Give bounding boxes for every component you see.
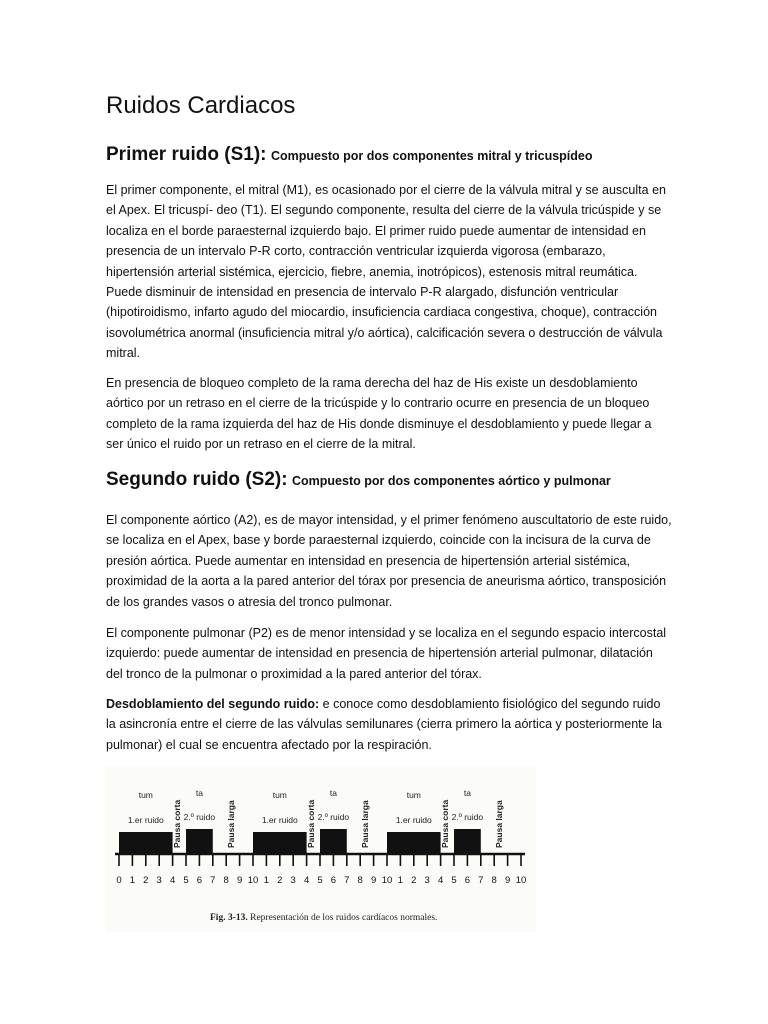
heart-sounds-diagram — [106, 766, 536, 932]
tick-label: 2 — [277, 875, 283, 886]
tick-label: 9 — [236, 875, 243, 886]
s2-word: ta — [329, 788, 337, 798]
s2-paragraph-3-body: e conoce como desdoblamiento fisiológico del segundo ruido la asincronía entre el cierre de las válvulas semilunares (cierra primero la aórtica y posteriormente la pulmonar) el cual se encuentra afectado por la respiración. — [106, 697, 662, 752]
s2-paragraph-1: El componente aórtico (A2), es de mayor intensidad, y el primer fenómeno auscultatorio de este ruido, se localiza en el Apex, base y borde paraesternal izquierdo, coincide con la incisura de la curva de presión aórtica. Puede aumentar en intensidad en presencia de hipertensión arterial sistémica, proximidad de la aorta a la pared anterior del tórax por presencia de aneurisma aórtico, transposición de los grandes vasos o atresia del tronco pulmonar. — [106, 513, 672, 609]
tick-label: 4 — [303, 875, 310, 886]
tick-label: 9 — [504, 875, 511, 886]
tick-label: 10 — [515, 875, 527, 886]
s1-paragraph-1: El primer componente, el mitral (M1), es ocasionado por el cierre de la válvula mitral y se ausculta en el Apex. El tricuspí- deo (T1). El segundo componente, resulta del cierre de la válvula tricúspide y se localiza en el borde paraesternal izquierdo bajo. El primer ruido puede aumentar de intensidad en presencia de un intervalo P-R corto, contracción ventricular izquierda vigorosa (embarazo, hipertensión arterial sistémica, ejercicio, fiebre, anemia, inotrópicos), estenosis mitral reumática. Puede disminuir de intensidad en presencia de intervalo P-R alargado, disfunción ventricular (hipotiroidismo, infarto agudo del miocardio, insuficiencia cardiaca congestiva, choque), contracción isovolumétrica anormal (insuficiencia mitral y/o aórtica), calcificación severa o destrucción de válvula mitral. — [106, 183, 666, 361]
tick-label: 4 — [169, 875, 176, 886]
tick-label: 1 — [397, 875, 404, 886]
long-pause-label: Pausa larga — [226, 800, 237, 848]
long-pause-label: Pausa larga — [494, 800, 505, 848]
s1-label: 1.er ruido — [261, 815, 298, 825]
tick-label: 6 — [196, 875, 203, 886]
s2-bar — [454, 829, 481, 854]
short-pause-label: Pausa corta — [305, 799, 316, 848]
s2-word: ta — [463, 788, 471, 798]
s1-word: tum — [406, 790, 421, 800]
s1-bar — [253, 832, 307, 854]
s1-bar — [119, 832, 173, 854]
short-pause-label: Pausa corta — [171, 799, 182, 848]
s2-paragraph-2: El componente pulmonar (P2) es de menor intensidad y se localiza en el segundo espacio intercostal izquierdo: puede aumentar de intensidad en presencia de hipertensión arterial pulmonar, dilatación del tronco de la pulmonar o proximidad a la pared anterior del tórax. — [106, 626, 667, 681]
s1-heading — [106, 144, 593, 166]
figure-caption — [210, 913, 437, 923]
s2-heading-subtitle: Compuesto por dos componentes aórtico y pulmonar — [292, 474, 611, 488]
tick-label: 3 — [290, 875, 296, 886]
s1-bar — [387, 832, 441, 854]
s2-label: 2.º ruido — [183, 812, 216, 822]
tick-label: 2 — [411, 875, 417, 886]
heart-sounds-figure — [106, 766, 536, 932]
tick-label: 0 — [116, 875, 122, 886]
page-title: Ruidos Cardiacos — [106, 92, 296, 119]
tick-label: 8 — [357, 875, 363, 886]
tick-label: 3 — [424, 875, 430, 886]
tick-label: 9 — [370, 875, 377, 886]
tick-label: 7 — [344, 875, 350, 886]
tick-label: 10 — [381, 875, 393, 886]
s2-paragraph-3 — [106, 694, 672, 755]
tick-label: 10 — [247, 875, 259, 886]
s1-word: tum — [138, 790, 153, 800]
tick-label: 5 — [183, 875, 189, 886]
figure-caption-number: Fig. 3-13. — [210, 913, 248, 923]
tick-label: 6 — [464, 875, 471, 886]
tick-label: 3 — [156, 875, 162, 886]
s2-bar — [320, 829, 347, 854]
s2-label: 2.º ruido — [317, 812, 350, 822]
tick-label: 1 — [129, 875, 136, 886]
s1-paragraph-2: En presencia de bloqueo completo de la rama derecha del haz de His existe un desdoblamiento aórtico por un retraso en el cierre de la tricúspide y lo contrario ocurre en presencia de un bloqueo completo de la rama izquierda del haz de His donde disminuye el desdoblamiento y puede llegar a ser único el ruido por un retraso en el cierre de la mitral. — [106, 376, 652, 452]
s2-heading-title: Segundo ruido (S2): — [106, 469, 288, 490]
tick-label: 1 — [263, 875, 270, 886]
s1-heading-title: Primer ruido (S1): — [106, 144, 267, 165]
tick-label: 5 — [451, 875, 457, 886]
s1-label: 1.er ruido — [127, 815, 164, 825]
s2-paragraph-3-lead: Desdoblamiento del segundo ruido: — [106, 697, 320, 711]
s1-heading-subtitle: Compuesto por dos componentes mitral y tricuspídeo — [270, 149, 593, 163]
tick-label: 5 — [317, 875, 323, 886]
tick-label: 8 — [223, 875, 229, 886]
tick-label: 7 — [478, 875, 484, 886]
s1-word: tum — [272, 790, 287, 800]
tick-label: 8 — [491, 875, 497, 886]
short-pause-label: Pausa corta — [439, 799, 450, 848]
s2-word: ta — [195, 788, 203, 798]
s2-label: 2.º ruido — [451, 812, 484, 822]
figure-caption-text: Representación de los ruidos cardíacos normales. — [247, 913, 438, 923]
tick-label: 7 — [210, 875, 216, 886]
s1-label: 1.er ruido — [395, 815, 432, 825]
tick-label: 2 — [143, 875, 149, 886]
s2-heading — [106, 469, 611, 491]
s2-bar — [186, 829, 213, 854]
tick-label: 4 — [437, 875, 444, 886]
long-pause-label: Pausa larga — [360, 800, 371, 848]
tick-label: 6 — [330, 875, 337, 886]
